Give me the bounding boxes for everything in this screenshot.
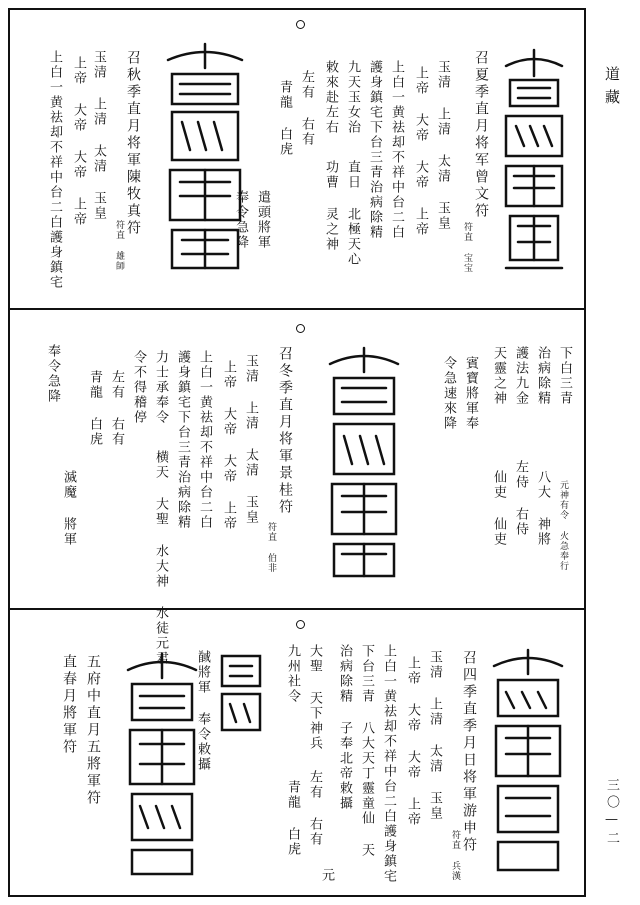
left-right: 左有 右有: [299, 70, 314, 147]
line-jade: 玉清 上清 太清 玉皇: [427, 650, 442, 821]
order-descend: 奉令急降: [233, 190, 248, 250]
body-line: 護身鎮宅下台三青治病除精: [367, 60, 382, 240]
body-line: 力士承奉令: [153, 350, 168, 425]
general-order: 馘將軍 奉令敕攝: [195, 650, 210, 772]
panel-bottom: [10, 610, 584, 895]
body-line: 令不得稽停: [131, 350, 146, 425]
title-note: 符直 伯非: [266, 522, 276, 573]
body-line: 上白一黄祛却不祥中台二白護身鎮宅: [381, 644, 396, 884]
line-emperor: 上帝 大帝 大帝 上帝: [413, 66, 428, 237]
body-line: 大聖 天下神兵: [307, 644, 322, 751]
body-line: 下台三青 八大天丁靈童仙 天: [359, 644, 374, 858]
body-line: 護法九金: [513, 346, 528, 406]
body-line: 敕來赴左右: [323, 60, 338, 135]
body-line: 賓寶將軍奉: [463, 356, 478, 431]
general-title: 遣頭將軍: [255, 190, 270, 250]
body-line: 護身鎮宅下台三青治病除精: [175, 350, 190, 530]
book-label: 道藏: [603, 66, 621, 112]
panel-middle: [10, 310, 584, 666]
body-line: 下白三青: [557, 346, 572, 406]
dragon-tiger: 青龍 白虎: [277, 80, 292, 157]
line-emperor: 上帝 大帝 大帝 上帝: [221, 360, 236, 531]
talisman-top-right: [500, 46, 568, 276]
body-line: 上白一黄祛却不祥中台二白: [197, 350, 212, 530]
page-frame: [8, 8, 586, 897]
left-title: 五府中直月五將軍符: [85, 654, 101, 807]
title-note: 符直 兵漢: [450, 830, 460, 881]
left-right: 左有 右有: [109, 370, 124, 447]
line-jade: 玉清 上清 太清 玉皇: [243, 354, 258, 525]
immortal-clerks: 仙吏 仙吏: [491, 470, 506, 547]
line-jade: 玉清 上清 太清 玉皇: [435, 60, 450, 231]
talisman-bottom-center: [122, 650, 202, 880]
panel-top: [10, 10, 584, 310]
title-note: 符直 宝宝: [462, 222, 472, 273]
binding-hole: [296, 20, 305, 29]
body-line: 九天玉女治: [345, 60, 360, 135]
dragon-tiger: 青龍 白虎: [285, 780, 300, 857]
title-autumn: 召秋季直月将軍陳牧真符: [125, 50, 141, 237]
yuan-char: 元: [319, 868, 334, 883]
order-descend: 奉令急降: [45, 344, 60, 404]
body-line: 九州社令: [285, 644, 300, 704]
title-four-seasons: 召四季直季月日将軍游申符: [461, 650, 477, 854]
body-line: 横天 大聖 水大神 水徒元君: [153, 450, 168, 666]
talisman-middle: [324, 344, 404, 584]
body-line: 功曹 灵之神: [323, 160, 338, 252]
title-note: 符直 雄師: [114, 220, 124, 271]
yuan-shen-order: 元神有令 火急奉行: [558, 480, 568, 571]
talisman-bottom-small: [216, 646, 266, 736]
binding-hole: [296, 620, 305, 629]
line-emperor: 上帝 大帝 大帝 上帝: [71, 56, 86, 227]
body-line: 令急速來降: [441, 356, 456, 431]
body-line: 直日 北極天心: [345, 160, 360, 267]
attendants: 左侍 右侍: [513, 460, 528, 537]
demon-general: 滅魔 將軍: [61, 470, 76, 547]
body-line: 治病除精: [535, 346, 550, 406]
body-line: 天靈之神: [491, 346, 506, 406]
title-winter: 召冬季直月将軍景桂符: [277, 346, 293, 516]
line-emperor: 上帝 大帝 大帝 上帝: [405, 656, 420, 827]
left-title-2: 直春月將軍符: [61, 654, 77, 756]
page-number: 三〇—二: [604, 778, 619, 848]
body-line: 治病除精 子奉北帝敕攝: [337, 644, 352, 811]
title-summer: 召夏季直月将军曾文符: [473, 50, 489, 220]
line-jade: 玉清 上清 太清 玉皇: [91, 50, 106, 221]
talisman-bottom-right: [488, 646, 568, 876]
body-line: 上白一黄祛却不祥中台二白: [389, 60, 404, 240]
left-right: 左有 右有: [307, 770, 322, 847]
binding-hole: [296, 324, 305, 333]
dragon-tiger: 青龍 白虎: [87, 370, 102, 447]
eight-generals: 八大 神將: [535, 470, 550, 547]
body-line: 上白一黄祛却不祥中台二白護身鎮宅: [47, 50, 62, 290]
